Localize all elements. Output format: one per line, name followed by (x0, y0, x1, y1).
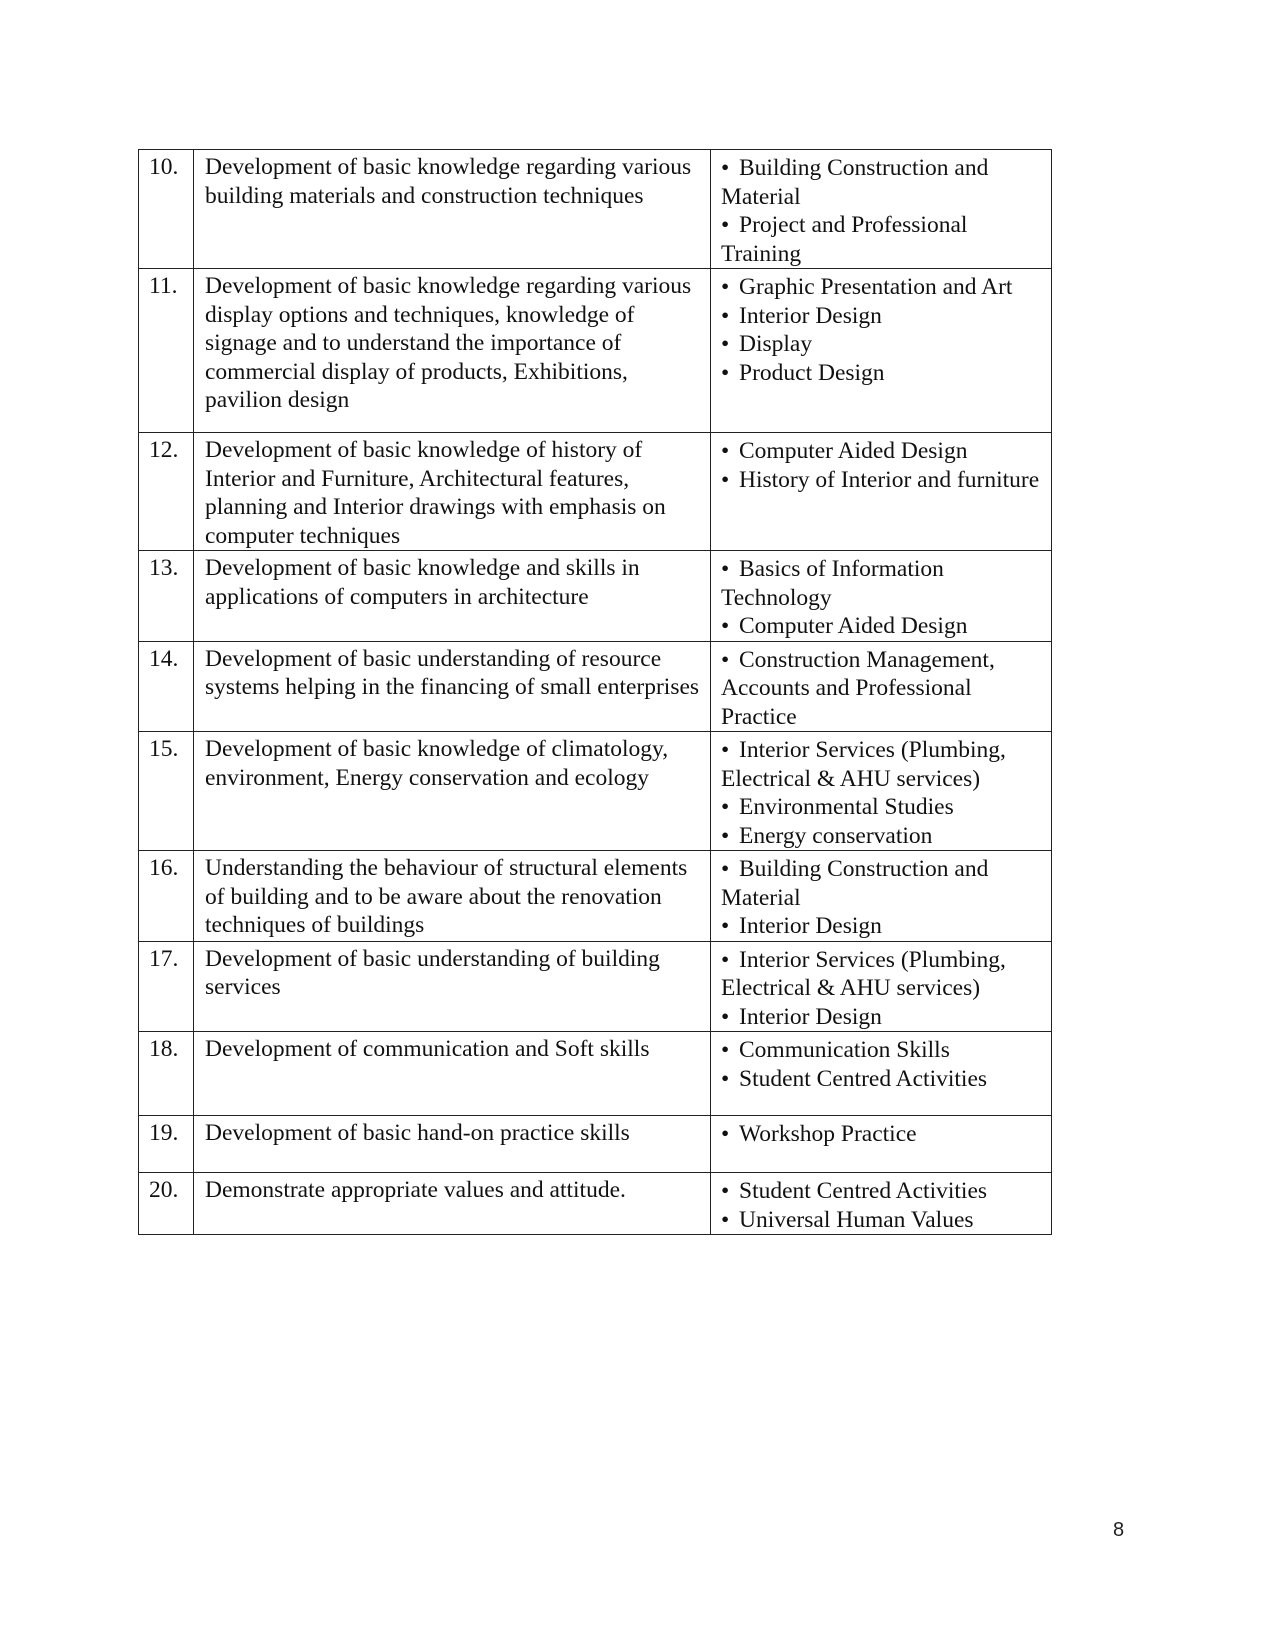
course-list (721, 154, 1045, 268)
bullet-icon: • (721, 613, 730, 639)
course-cell (711, 150, 1052, 269)
row-number: 20. (139, 1173, 194, 1235)
bullet-icon: • (721, 1178, 730, 1204)
row-number: 19. (139, 1116, 194, 1173)
course-cell (711, 433, 1052, 551)
course-list (721, 1177, 1045, 1234)
course-list (721, 273, 1045, 387)
table-row (139, 732, 1052, 851)
course-item (721, 1206, 1045, 1235)
table-row (139, 433, 1052, 551)
course-list (721, 1036, 1045, 1093)
table-row (139, 1032, 1052, 1116)
bullet-icon: • (721, 466, 730, 493)
row-number: 13. (139, 551, 194, 642)
course-cell (711, 269, 1052, 433)
course-name: Computer Aided Design (739, 438, 968, 464)
course-item (721, 1036, 1045, 1065)
outcome-text: Development of basic hand-on practice skills (194, 1116, 711, 1173)
table-row (139, 1116, 1052, 1173)
table-row (139, 269, 1052, 433)
course-item (721, 1177, 1045, 1206)
course-name: Building Construction and Material (721, 155, 989, 210)
bullet-icon: • (721, 331, 730, 357)
course-name: Student Centred Activities (739, 1065, 988, 1092)
outcomes-courses-table (138, 149, 1052, 1235)
course-item (721, 1065, 1045, 1094)
course-item (721, 555, 1045, 612)
course-item (721, 912, 1045, 941)
row-number: 15. (139, 732, 194, 851)
outcome-text: Demonstrate appropriate values and attitude. (194, 1173, 711, 1235)
row-number: 10. (139, 150, 194, 269)
course-list (721, 1120, 1045, 1149)
course-list (721, 736, 1045, 850)
course-item (721, 646, 1045, 732)
page-number: 8 (1113, 1519, 1125, 1541)
course-item (721, 273, 1045, 302)
course-name: Universal Human Values (739, 1206, 974, 1233)
bullet-icon: • (721, 212, 730, 238)
course-name: Workshop Practice (739, 1121, 917, 1147)
course-name: Computer Aided Design (739, 613, 968, 639)
course-name: Communication Skills (739, 1037, 950, 1063)
course-cell (711, 641, 1052, 732)
bullet-icon: • (721, 822, 730, 849)
course-name: Project and Professional Training (721, 212, 968, 267)
bullet-icon: • (721, 946, 730, 973)
outcome-text: Development of basic knowledge regarding various building materials and construction techniques (194, 150, 711, 269)
course-name: Graphic Presentation and Art (739, 274, 1013, 300)
course-item (721, 612, 1045, 641)
bullet-icon: • (721, 274, 730, 300)
bullet-icon: • (721, 1121, 730, 1147)
bullet-icon: • (721, 438, 730, 464)
bullet-icon: • (721, 1003, 730, 1030)
course-cell (711, 851, 1052, 942)
course-cell (711, 1173, 1052, 1235)
row-number: 14. (139, 641, 194, 732)
outcome-text: Development of basic understanding of building services (194, 941, 711, 1032)
course-name: Interior Design (739, 1003, 882, 1030)
bullet-icon: • (721, 359, 730, 386)
bullet-icon: • (721, 155, 730, 181)
course-item (721, 855, 1045, 912)
course-name: Product Design (739, 359, 885, 386)
bullet-icon: • (721, 1206, 730, 1233)
outcome-text: Development of basic knowledge and skills in applications of computers in architecture (194, 551, 711, 642)
course-cell (711, 551, 1052, 642)
course-item (721, 211, 1045, 268)
course-item (721, 330, 1045, 359)
course-name: Student Centred Activities (739, 1178, 988, 1204)
bullet-icon: • (721, 1065, 730, 1092)
table-body (139, 150, 1052, 1235)
course-name: Environmental Studies (739, 794, 954, 820)
course-item (721, 1120, 1045, 1149)
course-name: Basics of Information Technology (721, 556, 944, 611)
row-number: 11. (139, 269, 194, 433)
course-list (721, 555, 1045, 641)
bullet-icon: • (721, 737, 730, 763)
table-row (139, 551, 1052, 642)
course-cell (711, 732, 1052, 851)
course-cell (711, 1032, 1052, 1116)
bullet-icon: • (721, 302, 730, 329)
course-item (721, 437, 1045, 466)
bullet-icon: • (721, 1037, 730, 1063)
table-row (139, 851, 1052, 942)
course-item (721, 302, 1045, 331)
outcome-text: Development of basic understanding of resource systems helping in the financing of small enterprises (194, 641, 711, 732)
course-item (721, 946, 1045, 1003)
row-number: 16. (139, 851, 194, 942)
outcome-text: Development of basic knowledge regarding various display options and techniques, knowledge of signage and to understand the importance of commercial display of products, Exhibitions, pavilion design (194, 269, 711, 433)
outcome-text: Development of basic knowledge of history of Interior and Furniture, Architectural features, planning and Interior drawings with emphasis on computer techniques (194, 433, 711, 551)
course-item (721, 793, 1045, 822)
course-name: History of Interior and furniture (739, 466, 1040, 493)
course-name: Energy conservation (739, 822, 933, 849)
course-item (721, 154, 1045, 211)
table-row (139, 641, 1052, 732)
bullet-icon: • (721, 556, 730, 582)
outcome-text: Understanding the behaviour of structural elements of building and to be aware about the renovation techniques of buildings (194, 851, 711, 942)
course-list (721, 946, 1045, 1032)
course-name: Display (739, 331, 813, 357)
course-name: Interior Services (Plumbing, Electrical & AHU services) (721, 946, 1006, 1001)
row-number: 17. (139, 941, 194, 1032)
course-item (721, 359, 1045, 388)
outcome-text: Development of communication and Soft skills (194, 1032, 711, 1116)
course-cell (711, 941, 1052, 1032)
course-list (721, 437, 1045, 494)
bullet-icon: • (721, 913, 730, 939)
course-name: Interior Design (739, 913, 882, 939)
course-item (721, 822, 1045, 851)
course-name: Construction Management, Accounts and Professional Practice (721, 646, 995, 730)
outcome-text: Development of basic knowledge of climatology, environment, Energy conservation and ecology (194, 732, 711, 851)
course-item (721, 736, 1045, 793)
bullet-icon: • (721, 646, 730, 673)
table-row (139, 150, 1052, 269)
course-name: Interior Design (739, 302, 882, 329)
bullet-icon: • (721, 794, 730, 820)
course-list (721, 855, 1045, 941)
course-list (721, 646, 1045, 732)
row-number: 18. (139, 1032, 194, 1116)
course-cell (711, 1116, 1052, 1173)
course-name: Building Construction and Material (721, 856, 989, 911)
course-item (721, 466, 1045, 495)
table-row (139, 1173, 1052, 1235)
row-number: 12. (139, 433, 194, 551)
bullet-icon: • (721, 856, 730, 882)
course-item (721, 1003, 1045, 1032)
course-name: Interior Services (Plumbing, Electrical & AHU services) (721, 737, 1006, 792)
table-row (139, 941, 1052, 1032)
